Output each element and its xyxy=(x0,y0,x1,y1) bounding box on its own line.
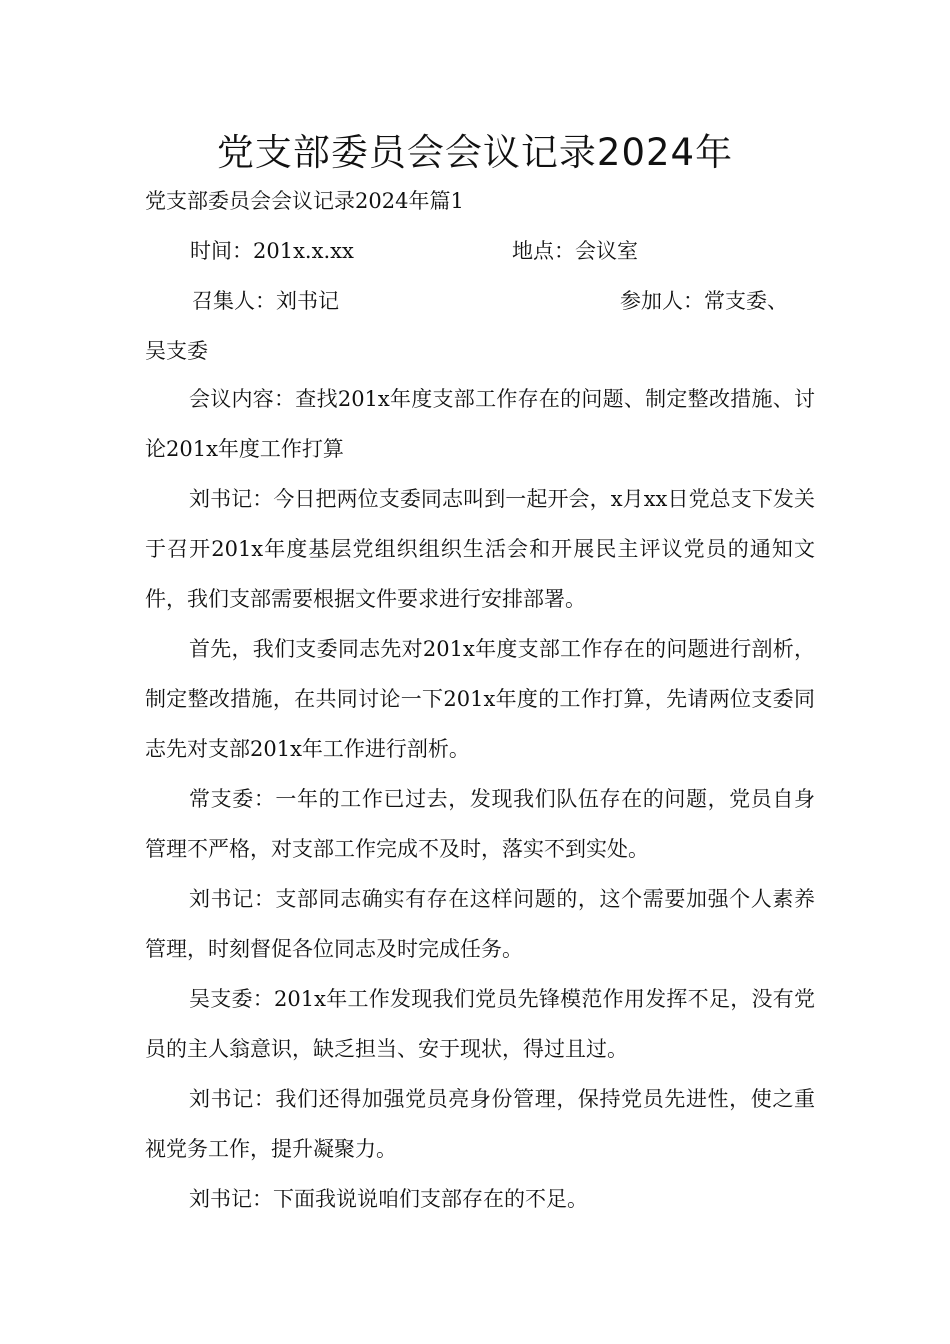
paragraph-secretary-shortcomings: 刘书记：下面我说说咱们支部存在的不足。 xyxy=(189,1187,588,1211)
paragraph-first-agenda: 首先，我们支委同志先对201x年度支部工作存在的问题进行剖析，制定整改措施，在共同讨论一下201x年度的工作打算，先请两位支委同志先对支部201x年工作进行剖析。 xyxy=(145,637,815,761)
paragraph-secretary-opening: 刘书记：今日把两位支委同志叫到一起开会，x月xx日党总支下发关于召开201x年度基层党组织组织生活会和开展民主评议党员的通知文件，我们支部需要根据文件要求进行安排部署。 xyxy=(145,487,815,611)
document-title: 党支部委员会会议记录2024年 xyxy=(216,131,734,174)
meeting-convener: 召集人：刘书记 xyxy=(192,289,339,313)
paragraph-wu-remarks: 吴支委：201x年工作发现我们党员先锋模范作用发挥不足，没有党员的主人翁意识，缺乏担当、安于现状，得过且过。 xyxy=(145,987,815,1061)
meeting-time: 时间：201x.x.xx xyxy=(190,239,354,263)
paragraph-chang-remarks: 常支委：一年的工作已过去，发现我们队伍存在的问题，党员自身管理不严格，对支部工作完成不及时，落实不到实处。 xyxy=(145,787,815,861)
document-subtitle: 党支部委员会会议记录2024年篇1 xyxy=(145,189,464,213)
paragraph-secretary-reply-1: 刘书记：支部同志确实有存在这样问题的，这个需要加强个人素养管理，时刻督促各位同志及时完成任务。 xyxy=(145,887,815,961)
meeting-attendees-continued: 吴支委 xyxy=(145,339,208,363)
paragraph-secretary-reply-2: 刘书记：我们还得加强党员亮身份管理，保持党员先进性，使之重视党务工作，提升凝聚力。 xyxy=(145,1087,815,1161)
meeting-place: 地点：会议室 xyxy=(512,239,638,263)
meeting-attendees: 参加人：常支委、 xyxy=(620,289,788,313)
paragraph-meeting-content: 会议内容：查找201x年度支部工作存在的问题、制定整改措施、讨论201x年度工作打算 xyxy=(145,387,815,461)
